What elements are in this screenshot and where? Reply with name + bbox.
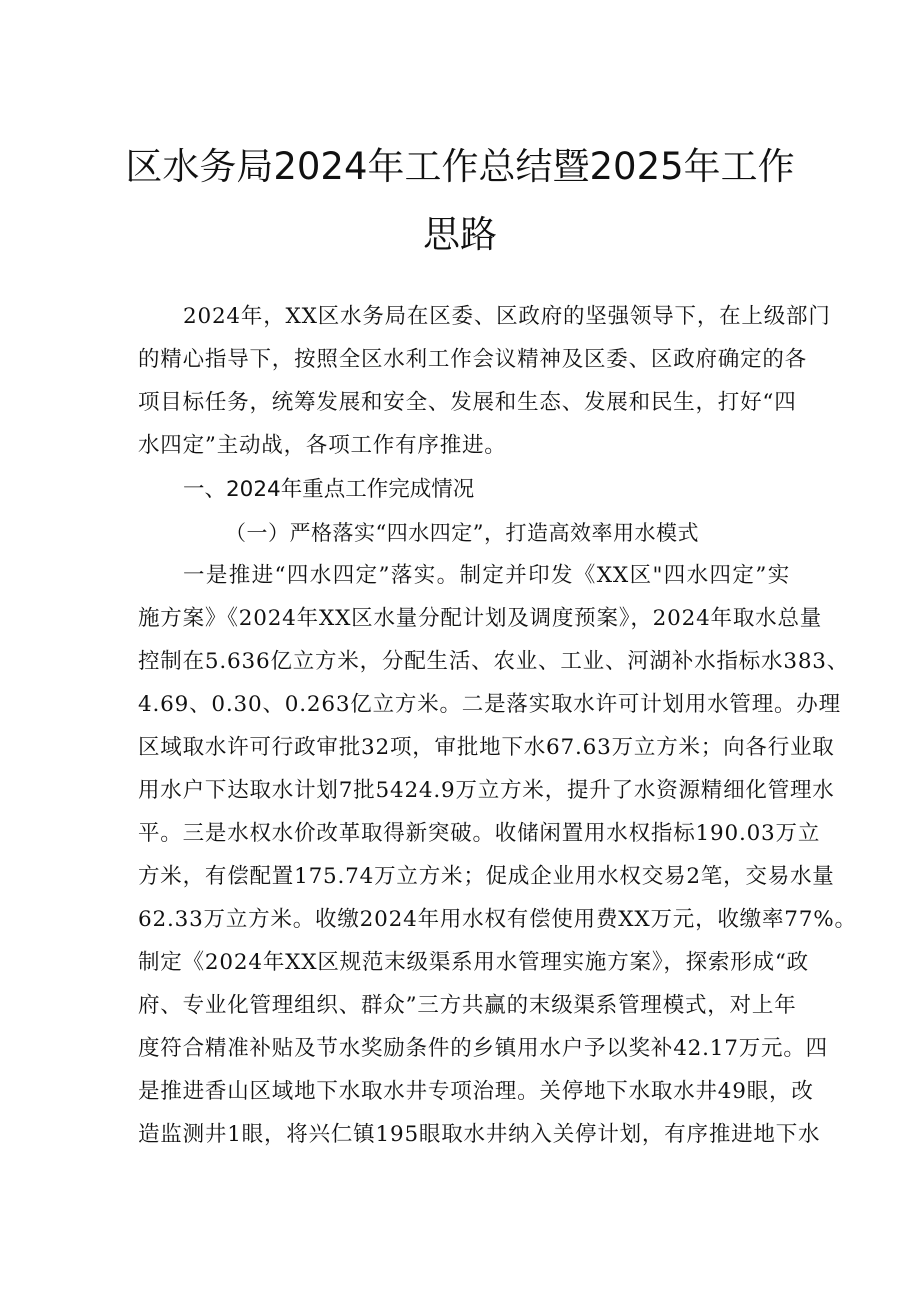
intro-line-3: 项目标任务，统筹发展和安全、发展和生态、发展和民生，打好“四 — [138, 390, 797, 415]
document-title-line-1: 区水务局2024年工作总结暨2025年工作 — [125, 145, 795, 188]
body-line-3: 控制在5.636亿立方米，分配生活、农业、工业、河湖补水指标水383、 — [138, 649, 850, 674]
body-line-14: 造监测井1眼，将兴仁镇195眼取水井纳入关停计划，有序推进地下水 — [138, 1122, 821, 1147]
body-line-6: 用水户下达取水计划7批5424.9万立方米，提升了水资源精细化管理水 — [138, 778, 835, 803]
body-line-12: 度符合精准补贴及节水奖励条件的乡镇用水户予以奖补42.17万元。四 — [138, 1036, 828, 1061]
body-line-7: 平。三是水权水价改革取得新突破。收储闲置用水权指标190.03万立 — [138, 821, 821, 846]
body-line-10: 制定《2024年XX区规范末级渠系用水管理实施方案》，探索形成“政 — [138, 950, 809, 975]
body-line-1: 一是推进“四水四定”落实。制定并印发《XX区"四水四定”实 — [183, 563, 790, 588]
document-title-line-2: 思路 — [423, 213, 497, 256]
intro-line-2: 的精心指导下，按照全区水利工作会议精神及区委、区政府确定的各 — [138, 347, 808, 372]
body-line-9: 62.33万立方米。收缴2024年用水权有偿使用费XX万元，收缴率77%。 — [138, 907, 857, 932]
body-line-13: 是推进香山区域地下水取水井专项治理。关停地下水取水井49眼，改 — [138, 1079, 814, 1104]
body-line-11: 府、专业化管理组织、群众”三方共赢的末级渠系管理模式，对上年 — [138, 993, 797, 1018]
subsection-heading-1: （一）严格落实“四水四定”，打造高效率用水模式 — [225, 521, 699, 545]
intro-line-1: 2024年，XX区水务局在区委、区政府的坚强领导下，在上级部门 — [183, 304, 831, 329]
section-heading-1: 一、2024年重点工作完成情况 — [183, 477, 475, 502]
body-line-5: 区域取水许可行政审批32项，审批地下水67.63万立方米；向各行业取 — [138, 735, 835, 760]
body-line-8: 方米，有偿配置175.74万立方米；促成企业用水权交易2笔，交易水量 — [138, 864, 835, 889]
body-line-2: 施方案》《2024年XX区水量分配计划及调度预案》，2024年取水总量 — [138, 606, 823, 631]
body-line-4: 4.69、0.30、0.263亿立方米。二是落实取水许可计划用水管理。办理 — [138, 692, 841, 717]
intro-line-4: 水四定”主动战，各项工作有序推进。 — [138, 433, 507, 458]
